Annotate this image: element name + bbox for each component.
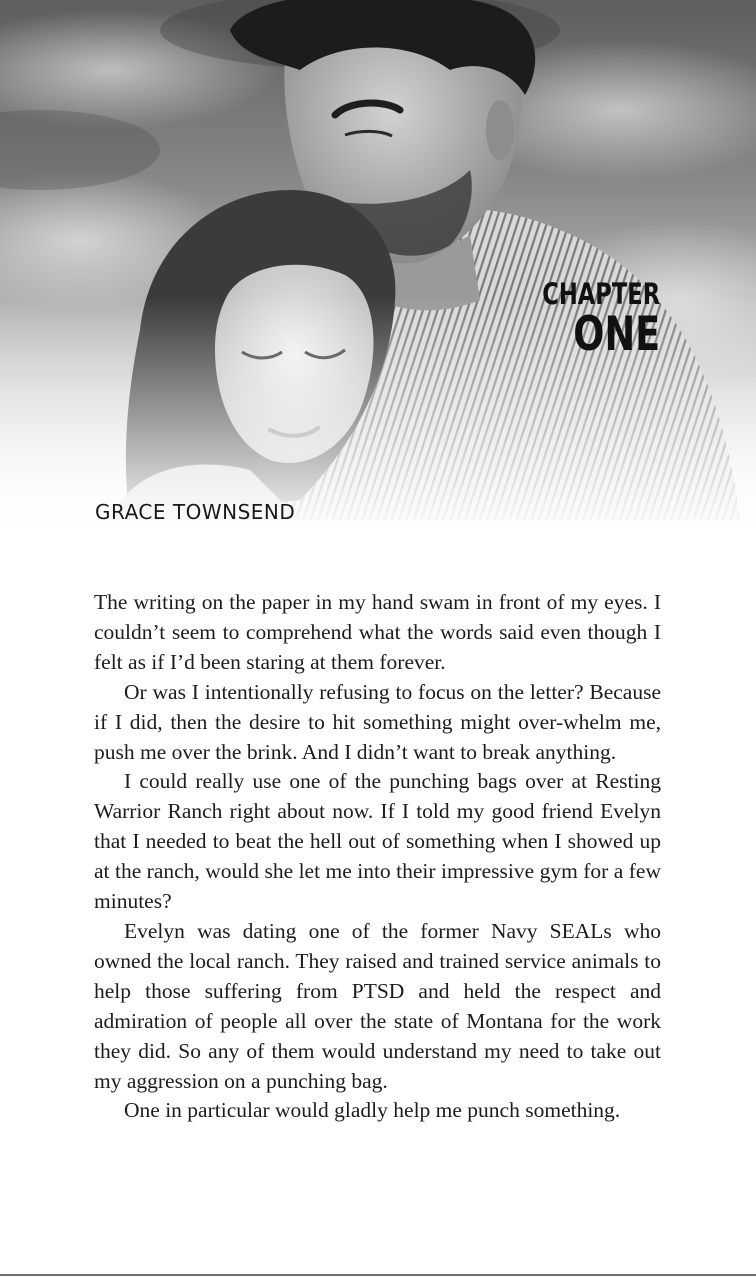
chapter-number: ONE (573, 307, 660, 362)
chapter-label: CHAPTER (542, 277, 660, 311)
paragraph: I could really use one of the punching bags over at Resting Warrior Ranch right about now. If I told my good friend Evelyn that I needed to beat the hell out of something when I showed up at the ranch, would she let me into their impressive gym for a few minutes? (94, 769, 661, 914)
page-bottom-divider (0, 1274, 756, 1276)
pov-character-name: GRACE TOWNSEND (95, 500, 296, 524)
chapter-header-illustration (0, 0, 756, 540)
paragraph: Evelyn was dating one of the former Navy SEALs who owned the local ranch. They raised and trained service animals to help those suffering from PTSD and held the respect and admiration of people all over the state of Montana for the work they did. So any of them would understand my need to take out my aggression on a punching bag. (94, 918, 661, 1093)
paragraph: The writing on the paper in my hand swam in front of my eyes. I couldn’t seem to comprehend what the words said even though I felt as if I’d been staring at them forever. (94, 590, 661, 674)
paragraph: Or was I intentionally refusing to focus on the letter? Because if I did, then the desire to hit something might over-whelm me, push me over the brink. And I didn’t want to break anything. (94, 679, 661, 764)
paragraph: One in particular would gladly help me punch something. (124, 1098, 621, 1123)
chapter-body (94, 588, 661, 1126)
chapter-heading (509, 277, 660, 362)
